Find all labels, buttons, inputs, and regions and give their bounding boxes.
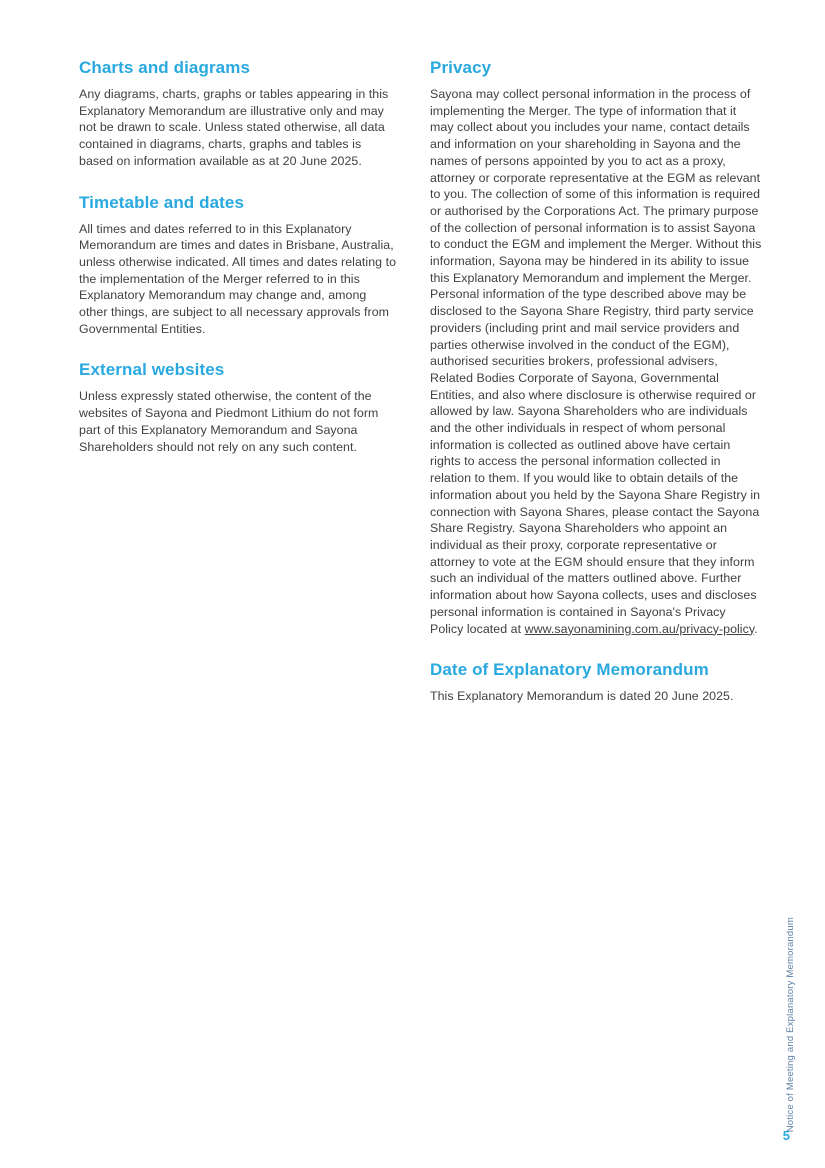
- privacy-text-before-link: Sayona may collect personal information in the process of implementing the Merger. The type of information that it may collect about you includes your name, contact details and information on your shareholding in Sayona and the names of persons appointed by you to act as a proxy, attorney or corporate representative at the EGM as relevant to you. The collection of some of this information is required or authorised by the Corporations Act. The primary purpose of the collection of personal information is to assist Sayona to conduct the EGM and implement the Merger. Without this information, Sayona may be hindered in its ability to issue this Explanatory Memorandum and implement the Merger. Personal information of the type described above may be disclosed to the Sayona Share Registry, third party service providers (including print and mail service providers and parties otherwise involved in the conduct of the EGM), authorised securities brokers, professional advisers, Related Bodies Corporate of Sayona, Governmental Entities, and also where disclosure is otherwise required or allowed by law. Sayona Shareholders who are individuals and the other individuals in respect of whom personal information is collected as outlined above have certain rights to access the personal information collected in relation to them. If you would like to obtain details of the information about you held by the Sayona Share Registry in connection with Sayona Shares, please contact the Sayona Share Registry. Sayona Shareholders who appoint an individual as their proxy, corporate representative or attorney to vote at the EGM should ensure that they inform such an individual of the matters outlined above. Further information about how Sayona collects, uses and discloses personal information is contained in Sayona's Privacy Policy located at: [430, 87, 762, 636]
- section-heading-date-of-explanatory-memorandum: Date of Explanatory Memorandum: [430, 660, 709, 680]
- section-timetable-and-dates: [79, 191, 397, 338]
- section-heading-charts-and-diagrams: Charts and diagrams: [79, 58, 251, 77]
- section-body-date-of-explanatory-memorandum: This Explanatory Memorandum is dated 20 June 2025.: [430, 689, 734, 704]
- section-body-charts-and-diagrams: Any diagrams, charts, graphs or tables appearing in this Explanatory Memorandum are illustrative only and may not be drawn to scale. Unless stated otherwise, all data contained in diagrams, charts, graphs and tables is based on information available as at 20 June 2025.: [79, 87, 389, 168]
- privacy-text-after-link: .: [754, 621, 758, 636]
- section-heading-privacy: Privacy: [430, 58, 492, 77]
- side-label-vertical: Notice of Meeting and Explanatory Memorandum: [785, 916, 796, 1132]
- section-heading-timetable-and-dates: Timetable and dates: [79, 192, 245, 212]
- section-heading-external-websites: External websites: [79, 360, 225, 380]
- section-charts-and-diagrams: [79, 56, 397, 170]
- left-column: [79, 56, 397, 705]
- section-external-websites: [79, 358, 397, 455]
- privacy-policy-link[interactable]: www.sayonamining.com.au/privacy-policy: [524, 621, 755, 636]
- section-privacy: [430, 56, 762, 637]
- page-number: 5: [782, 1128, 790, 1143]
- right-column: [430, 56, 762, 705]
- section-body-external-websites: Unless expressly stated otherwise, the content of the websites of Sayona and Piedmont Lithium do not form part of this Explanatory Memorandum and Sayona Shareholders should not rely on any such content.: [79, 389, 379, 454]
- section-body-timetable-and-dates: All times and dates referred to in this Explanatory Memorandum are times and dates in Brisbane, Australia, unless otherwise indicated. All times and dates relating to the implementation of the Merger referred to in this Explanatory Memorandum may change and, among other things, are subject to all necessary approvals from Governmental Entities.: [79, 221, 397, 336]
- section-body-privacy: [430, 86, 762, 637]
- section-date-of-explanatory-memorandum: [430, 658, 762, 705]
